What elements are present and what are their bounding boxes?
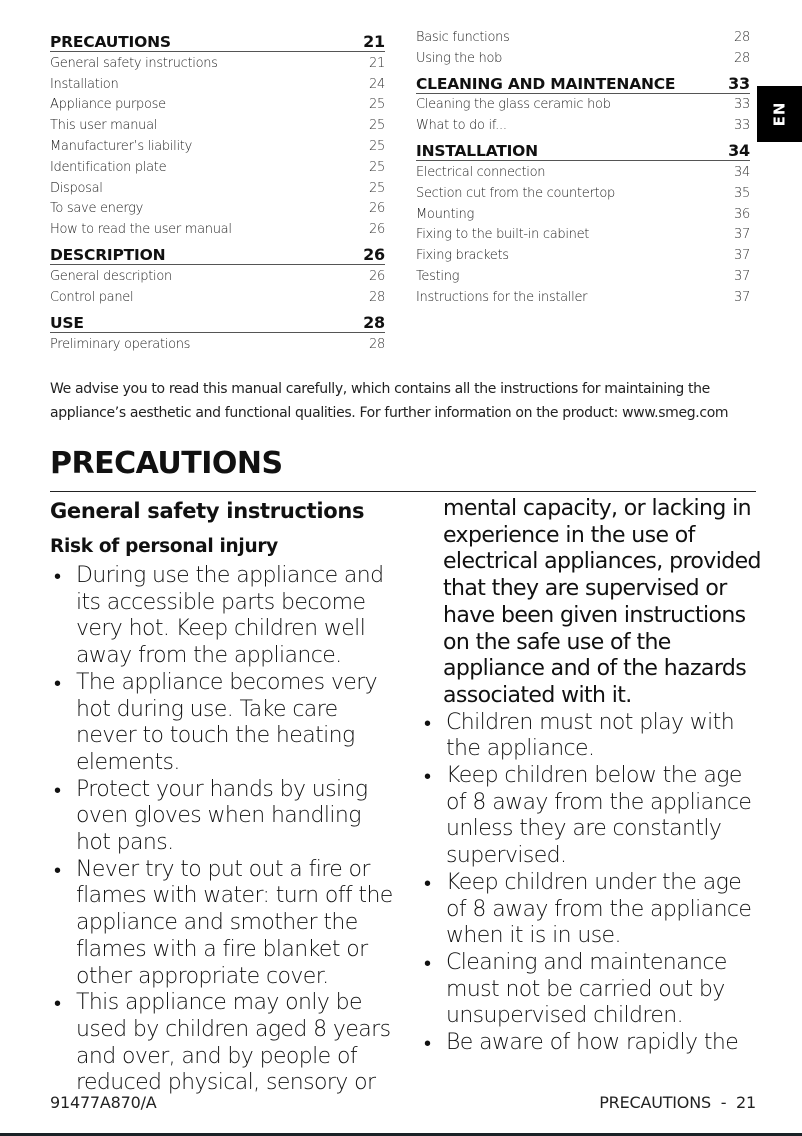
toc-item[interactable] [50, 53, 385, 74]
body-right-column [420, 496, 765, 1057]
list-item [420, 870, 765, 950]
toc-item[interactable] [416, 27, 750, 48]
toc-item-page: 37 [734, 289, 750, 305]
toc-item-page: 33 [734, 97, 750, 113]
toc-item[interactable] [50, 74, 385, 95]
toc-item[interactable] [416, 266, 750, 287]
bullet-icon: • [54, 670, 61, 695]
toc-item-page: 37 [734, 227, 750, 243]
list-item [420, 1030, 765, 1057]
list-item [50, 857, 395, 991]
toc-section-title: CLEANING AND MAINTENANCE [416, 74, 676, 93]
toc-item[interactable] [50, 115, 385, 136]
toc-section-cleaning-maintenance[interactable] [416, 69, 750, 94]
toc-item-label: Fixing brackets [416, 248, 509, 264]
body-left-column [50, 496, 395, 1097]
bullet-icon: • [54, 857, 61, 882]
section-title: General safety instructions [50, 499, 365, 523]
list-item-text: Keep children below the age of 8 away from the appliance unless they are constantly supervised. [446, 763, 752, 869]
toc-item-page: 37 [734, 248, 750, 264]
bullet-icon: • [424, 764, 431, 789]
toc-item-label: General description [50, 269, 172, 285]
toc-item[interactable] [416, 225, 750, 246]
toc-item-page: 25 [369, 180, 385, 196]
list-item [420, 950, 765, 1030]
safety-list-left [50, 563, 395, 1097]
toc-item-label: Basic functions [416, 29, 510, 45]
toc-item[interactable] [416, 245, 750, 266]
toc-item-label: Control panel [50, 289, 134, 305]
toc-item-page: 25 [369, 159, 385, 175]
toc-item-page: 28 [734, 50, 750, 66]
toc-item-label: General safety instructions [50, 55, 218, 71]
toc-item-label: What to do if... [416, 118, 507, 134]
toc-item[interactable] [416, 183, 750, 204]
toc-item-label: Preliminary operations [50, 336, 191, 352]
list-item-text: Children must not play with the appliance. [446, 709, 735, 762]
toc-item[interactable] [416, 115, 750, 136]
toc-item[interactable] [416, 95, 750, 116]
toc-item-label: To save energy [50, 201, 144, 217]
toc-section-title: USE [50, 313, 84, 332]
toc-item-label: This user manual [50, 118, 158, 134]
bullet-icon: • [54, 777, 61, 802]
toc-section-title: PRECAUTIONS [50, 33, 171, 51]
toc-item-page: 28 [734, 29, 750, 45]
safety-list-right [420, 710, 765, 1057]
toc-item-page: 21 [369, 55, 385, 71]
toc-item-page: 34 [734, 165, 750, 181]
language-tab [757, 86, 802, 142]
list-item [50, 990, 395, 1097]
list-item-text: During use the appliance and its accessible parts become very hot. Keep children well away from the appliance. [76, 563, 384, 669]
list-item [420, 763, 765, 870]
toc-item-page: 28 [369, 289, 385, 305]
toc-section-installation[interactable] [416, 136, 750, 161]
toc-item-label: Fixing to the built-in cabinet [416, 227, 590, 243]
list-item-continuation: mental capacity, or lacking in experience in the use of electrical appliances, provided that they are supervised or have been given instructions on the safe use of the appliance and of the hazards associated with it. [443, 496, 761, 708]
toc-item-label: Mounting [416, 206, 474, 222]
list-item-text: Cleaning and maintenance must not be carried out by unsupervised children. [446, 949, 727, 1029]
toc-item-page: 37 [734, 269, 750, 285]
document-code: 91477A870/A [50, 1093, 157, 1112]
toc-section-page: 26 [363, 245, 385, 265]
list-item-text: The appliance becomes very hot during use. Take care never to touch the heating elements. [76, 669, 378, 775]
list-item [50, 563, 395, 670]
toc-item[interactable] [50, 287, 385, 308]
list-item-text: Be aware of how rapidly the [446, 1030, 739, 1056]
toc-section-description[interactable] [50, 240, 385, 265]
toc-section-precautions[interactable] [50, 27, 385, 52]
bullet-icon: • [54, 564, 61, 588]
toc-item-page: 25 [369, 118, 385, 134]
toc-item[interactable] [416, 204, 750, 225]
toc-item-page: 26 [369, 269, 385, 285]
list-item-text: Keep children under the age of 8 away from the appliance when it is in use. [446, 869, 752, 949]
toc-item-label: Cleaning the glass ceramic hob [416, 97, 611, 113]
toc-left-column [50, 27, 385, 355]
list-item [420, 710, 765, 763]
toc-item[interactable] [416, 162, 750, 183]
toc-item-page: 25 [369, 97, 385, 113]
toc-item[interactable] [416, 287, 750, 308]
toc-item-label: Manufacturer’s liability [50, 139, 192, 155]
toc-item-label: Testing [416, 269, 460, 285]
bullet-icon: • [54, 991, 61, 1016]
intro-paragraph: We advise you to read this manual carefully, which contains all the instructions for maintaining the appliance’s aesthetic and functional qualities. For further information on the product: www.smeg.com [50, 381, 729, 421]
toc-item-page: 26 [369, 222, 385, 238]
list-item [50, 777, 395, 857]
bullet-icon: • [424, 710, 431, 735]
toc-item[interactable] [50, 266, 385, 287]
toc-item-label: How to read the user manual [50, 222, 232, 238]
list-item-text: Protect your hands by using oven gloves when handling hot pans. [76, 776, 368, 856]
page-footer-label: PRECAUTIONS - 21 [599, 1093, 756, 1112]
toc-right-column [416, 27, 750, 308]
bullet-icon: • [424, 870, 431, 895]
toc-item-label: Appliance purpose [50, 97, 166, 113]
toc-item[interactable] [50, 136, 385, 157]
toc-item-label: Identification plate [50, 159, 167, 175]
chapter-title: PRECAUTIONS [50, 446, 756, 492]
list-item-text: This appliance may only be used by children aged 8 years and over, and by people of reduced physical, sensory or [76, 990, 391, 1096]
toc-section-use[interactable] [50, 308, 385, 333]
toc-section-title: DESCRIPTION [50, 246, 166, 265]
toc-item-page: 24 [369, 76, 385, 92]
bullet-icon: • [424, 950, 431, 975]
toc-item-label: Installation [50, 76, 119, 92]
toc-item[interactable] [50, 219, 385, 240]
language-tab-label: EN [770, 101, 789, 127]
toc-item-label: Using the hob [416, 50, 503, 66]
subsection-title: Risk of personal injury [50, 536, 278, 557]
toc-item-label: Instructions for the installer [416, 289, 588, 305]
toc-item-page: 26 [369, 201, 385, 217]
toc-item[interactable] [50, 334, 385, 355]
toc-section-page: 28 [363, 312, 385, 332]
toc-item-page: 25 [369, 139, 385, 155]
toc-item[interactable] [50, 95, 385, 116]
toc-item-page: 28 [369, 336, 385, 352]
toc-section-page: 21 [363, 32, 385, 51]
toc-item-page: 35 [734, 185, 750, 201]
toc-item[interactable] [50, 157, 385, 178]
bullet-icon: • [424, 1031, 431, 1056]
toc-section-page: 34 [728, 141, 750, 161]
list-item [50, 670, 395, 777]
toc-section-page: 33 [728, 73, 750, 93]
toc-item-label: Electrical connection [416, 165, 546, 181]
list-item-text: Never try to put out a fire or flames with water: turn off the appliance and smother the flames with a fire blanket or other appropriate cover. [76, 856, 393, 989]
toc-item[interactable] [416, 48, 750, 69]
toc-item-page: 36 [734, 206, 750, 222]
toc-section-title: INSTALLATION [416, 142, 538, 161]
toc-item-page: 33 [734, 118, 750, 134]
toc-item-label: Disposal [50, 180, 103, 196]
toc-item[interactable] [50, 199, 385, 220]
toc-item[interactable] [50, 178, 385, 199]
toc-item-label: Section cut from the countertop [416, 185, 615, 201]
